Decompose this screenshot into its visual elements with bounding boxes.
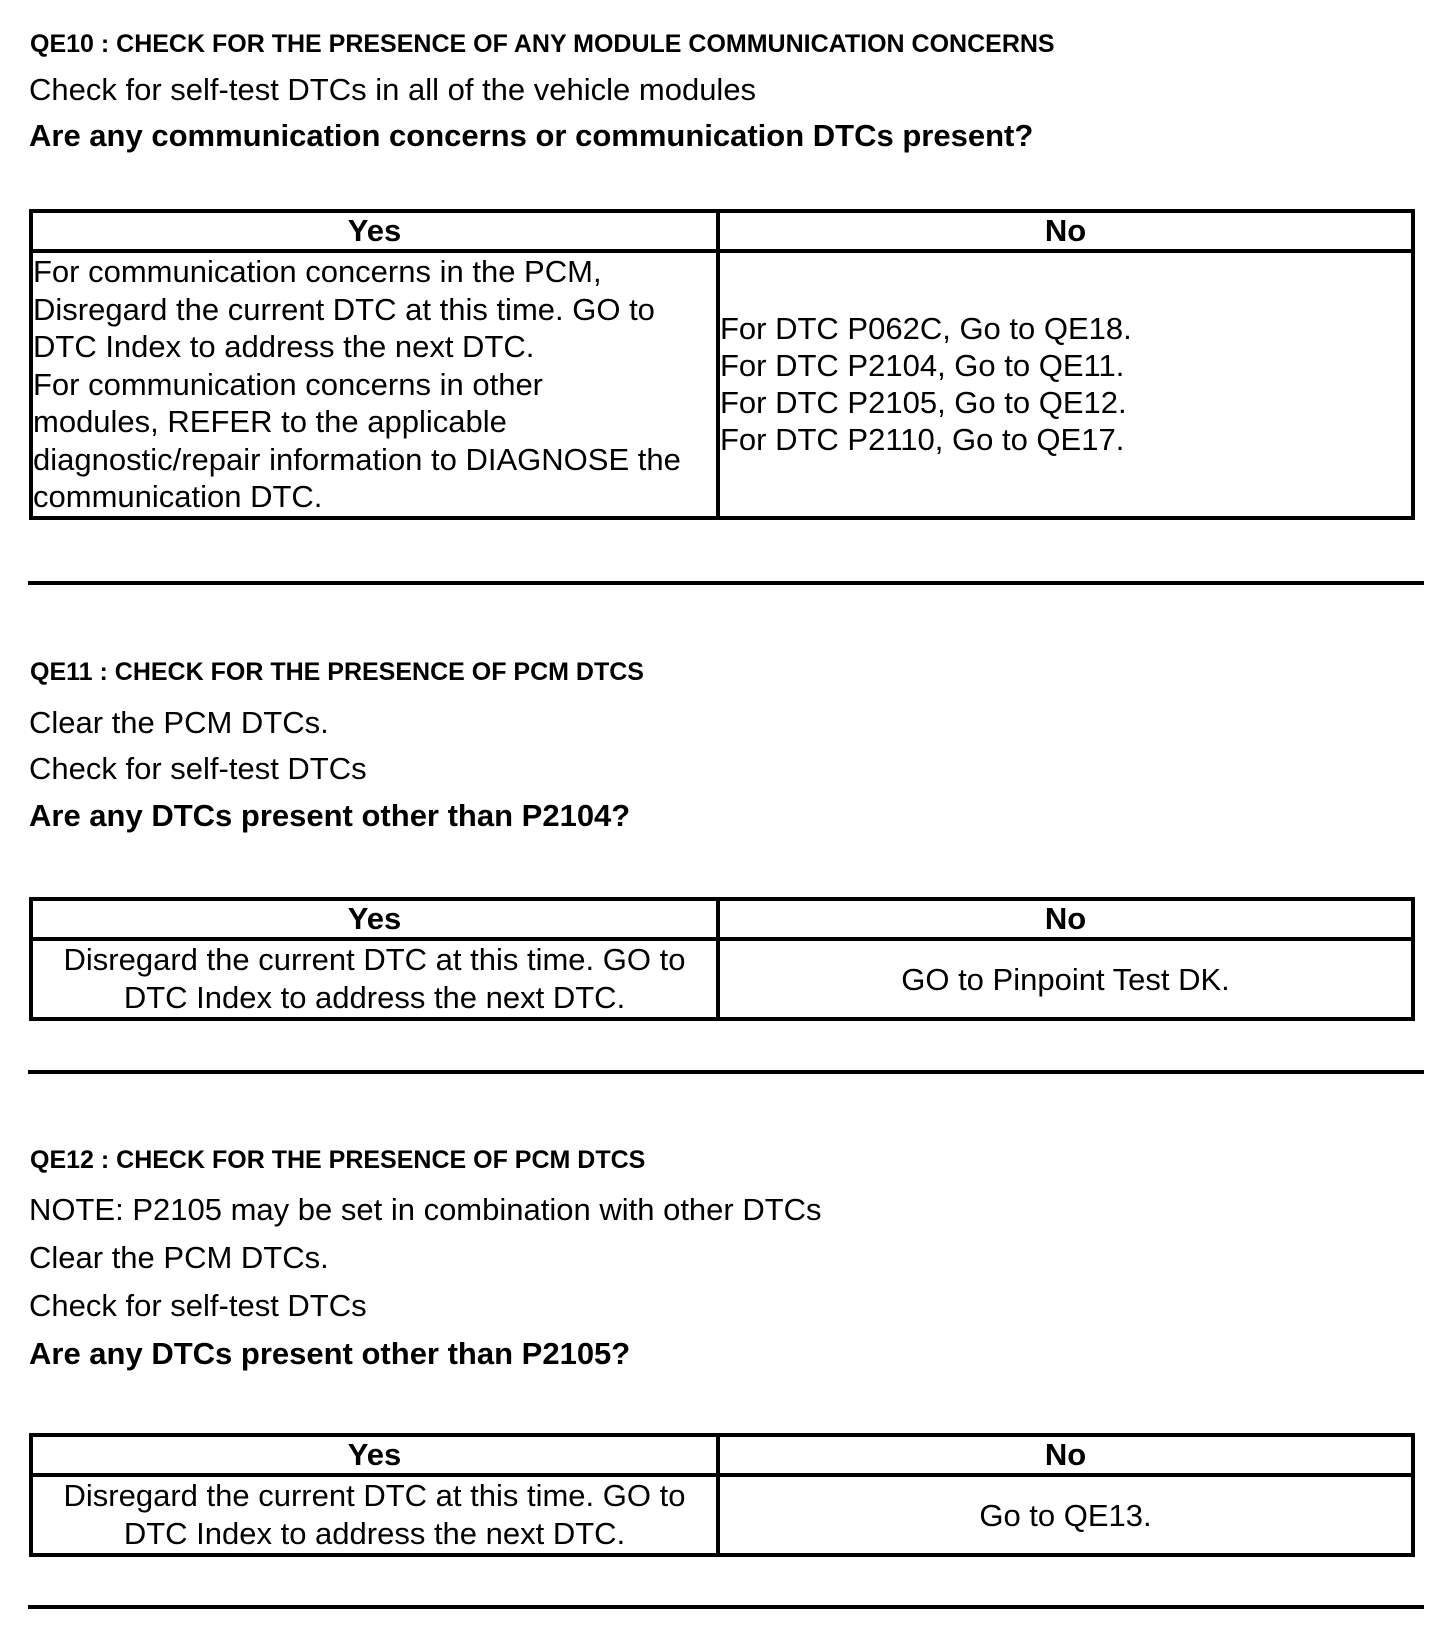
result-table-qe12 [29,1433,1415,1557]
result-table-qe11 [29,897,1415,1021]
section-divider [28,1070,1424,1074]
section-question-qe12: Are any DTCs present other than P2105? [29,1336,631,1371]
yes-cell [31,939,718,1019]
yes-cell-line: communication DTC. [33,479,323,514]
yes-cell [31,251,718,518]
yes-column-header: Yes [31,899,718,939]
yes-cell-line: For communication concerns in other [33,366,544,402]
section-heading-qe11: QE11 : CHECK FOR THE PRESENCE OF PCM DTCS [30,658,644,686]
yes-cell-line: DTC Index to address the next DTC. [123,980,626,1015]
instruction-line: Clear the PCM DTCs. [29,705,329,740]
yes-cell [31,1475,718,1555]
no-cell-line: For DTC P2110, Go to QE17. [720,422,1125,458]
section-heading-qe10: QE10 : CHECK FOR THE PRESENCE OF ANY MODULE COMMUNICATION CONCERNS [30,30,1055,58]
no-cell-line: For DTC P062C, Go to QE18. [720,311,1132,347]
section-question-qe11: Are any DTCs present other than P2104? [29,798,631,833]
no-column-header: No [718,1435,1413,1475]
instruction-line: Clear the PCM DTCs. [29,1240,329,1275]
yes-column-header: Yes [31,211,718,251]
no-column-header: No [718,211,1413,251]
note-line: NOTE: P2105 may be set in combination with other DTCs [29,1192,822,1227]
yes-cell-line: modules, REFER to the applicable [33,404,507,439]
no-cell-line: Go to QE13. [979,1497,1152,1533]
no-cell [718,1475,1413,1555]
section-question-qe10: Are any communication concerns or communication DTCs present? [29,118,1034,153]
instruction-line: Check for self-test DTCs [29,1288,367,1323]
yes-cell-line: DTC Index to address the next DTC. [123,1516,626,1551]
instruction-line: Check for self-test DTCs [29,751,367,786]
no-cell-line: For DTC P2104, Go to QE11. [720,348,1125,384]
yes-cell-line: Disregard the current DTC at this time. GO to [63,942,686,977]
section-divider [28,581,1424,585]
yes-cell-line: diagnostic/repair information to DIAGNOSE the [33,441,681,477]
result-table-qe10 [29,209,1415,520]
yes-column-header: Yes [31,1435,718,1475]
yes-cell-line: Disregard the current DTC at this time. GO to [63,1478,686,1513]
yes-cell-line: DTC Index to address the next DTC. [33,329,535,364]
no-cell-line: GO to Pinpoint Test DK. [901,961,1230,997]
section-heading-qe12: QE12 : CHECK FOR THE PRESENCE OF PCM DTCS [30,1146,646,1174]
no-cell [718,939,1413,1019]
no-cell [718,251,1413,518]
instruction-line: Check for self-test DTCs in all of the vehicle modules [29,72,757,107]
no-cell-line: For DTC P2105, Go to QE12. [720,385,1127,421]
yes-cell-line: Disregard the current DTC at this time. GO to [33,291,655,327]
yes-cell-line: For communication concerns in the PCM, [33,254,602,289]
section-divider [28,1605,1424,1609]
no-column-header: No [718,899,1413,939]
